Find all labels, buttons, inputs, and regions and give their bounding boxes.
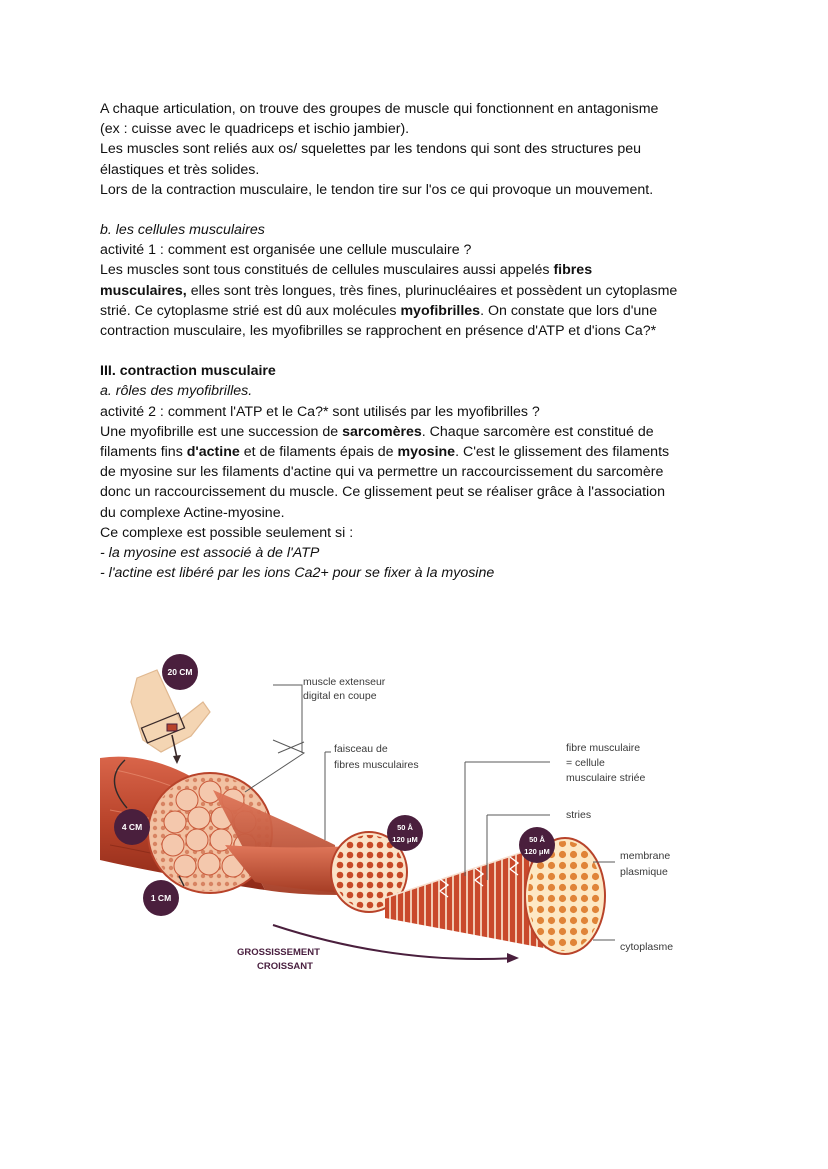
label-faisceau-2: fibres musculaires — [334, 759, 419, 771]
paragraph-sarcomere-4: donc un raccourcissement du muscle. Ce glissement peut se réaliser grâce à l'association — [100, 484, 665, 501]
paragraph-tendons-cont: élastiques et très solides. — [100, 161, 260, 178]
paragraph-sarcomere-2 — [100, 442, 740, 462]
paragraph-sarcomere-5: du complexe Actine-myosine. — [100, 504, 285, 521]
label-membrane-1: membrane — [620, 850, 671, 862]
label-fibre-3: musculaire striée — [566, 772, 646, 784]
section-3-heading: III. contraction musculaire — [100, 363, 276, 380]
badge-right-top: 50 Å — [529, 835, 545, 844]
label-muscle-1: muscle extenseur — [303, 676, 386, 688]
section-b-heading: b. les cellules musculaires — [100, 222, 265, 239]
paragraph-example: (ex : cuisse avec le quadriceps et ischio jambier). — [100, 121, 410, 138]
paragraph-cells-2 — [100, 281, 740, 301]
section-3a-heading: a. rôles des myofibrilles. — [100, 383, 253, 400]
muscle-fibre — [385, 838, 605, 954]
label-membrane-2: plasmique — [620, 866, 668, 878]
text-run: Une myofibrille est une succession de — [100, 423, 343, 440]
label-stries: stries — [566, 809, 592, 821]
condition-calcium: - l'actine est libéré par les ions Ca2+ pour se fixer à la myosine — [100, 565, 495, 582]
text-run: elles sont très longues, très fines, plurinucléaires et possèdent un cytoplasme — [186, 282, 678, 299]
badge-4cm — [114, 809, 150, 845]
badge-20cm — [162, 654, 198, 690]
text-run: . C'est le glissement des filaments — [455, 444, 670, 461]
text-run: . Chaque sarcomère est constitué de — [421, 423, 654, 440]
paragraph-sarcomere-3: de myosine sur les filaments d'actine qui va permettre un raccourcissement du sarcomère — [100, 464, 664, 481]
text-run: filaments fins — [100, 444, 187, 461]
activity-2: activité 2 : comment l'ATP et le Ca?* sont utilisés par les myofibrilles ? — [100, 403, 540, 420]
activity-1: activité 1 : comment est organisée une cellule musculaire ? — [100, 242, 472, 259]
text-run: Les muscles sont tous constitués de cellules musculaires aussi appelés — [100, 262, 554, 279]
badge-1cm — [143, 880, 179, 916]
paragraph-antagonism: A chaque articulation, on trouve des groupes de muscle qui fonctionnent en antagonisme — [100, 101, 659, 117]
grow-label-line2: CROISSANT — [257, 961, 313, 972]
label-cytoplasme: cytoplasme — [620, 941, 674, 953]
document-text — [100, 99, 740, 583]
paragraph-contraction: Lors de la contraction musculaire, le tendon tire sur l'os ce qui provoque un mouvement. — [100, 181, 654, 198]
bold-myofibrilles: myofibrilles — [400, 302, 481, 319]
bold-sarcomeres: sarcomères — [342, 423, 422, 440]
paragraph-cells-4: contraction musculaire, les myofibrilles se rapprochent en présence d'ATP et d'ions Ca?* — [100, 323, 657, 340]
paragraph-complex: Ce complexe est possible seulement si : — [100, 524, 354, 541]
bold-fibres: fibres — [553, 262, 593, 279]
text-run: et de filaments épais de — [239, 444, 398, 461]
paragraph-sarcomere-1 — [100, 422, 740, 442]
label-faisceau-1: faisceau de — [334, 743, 388, 755]
bold-actine: d'actine — [186, 444, 240, 461]
condition-atp: - la myosine est associé à de l'ATP — [100, 545, 320, 562]
badge-20cm-text: 20 CM — [167, 667, 193, 677]
bold-myosine: myosine — [397, 444, 456, 461]
badge-right-bottom: 120 μM — [524, 847, 550, 856]
badge-1cm-text: 1 CM — [150, 893, 172, 903]
badge-4cm-text: 4 CM — [121, 822, 143, 832]
paragraph-cells-1 — [100, 260, 740, 280]
label-fibre-2: = cellule — [566, 757, 605, 769]
bold-musculaires: musculaires, — [100, 282, 187, 299]
muscle-structure-figure — [95, 640, 735, 990]
label-muscle-2: digital en coupe — [303, 690, 377, 702]
badge-mid — [387, 815, 423, 851]
text-run: . On constate que lors d'une — [480, 302, 658, 319]
grow-label-line1: GROSSISSEMENT — [237, 947, 320, 958]
badge-mid-top: 50 Å — [397, 823, 413, 832]
badge-mid-bottom: 120 μM — [392, 835, 418, 844]
paragraph-cells-3 — [100, 301, 740, 321]
text-run: strié. Ce cytoplasme strié est dû aux molécules — [100, 302, 401, 319]
label-fibre-1: fibre musculaire — [566, 742, 641, 754]
paragraph-tendons: Les muscles sont reliés aux os/ squelettes par les tendons qui sont des structures peu — [100, 141, 641, 158]
badge-right — [519, 827, 555, 863]
